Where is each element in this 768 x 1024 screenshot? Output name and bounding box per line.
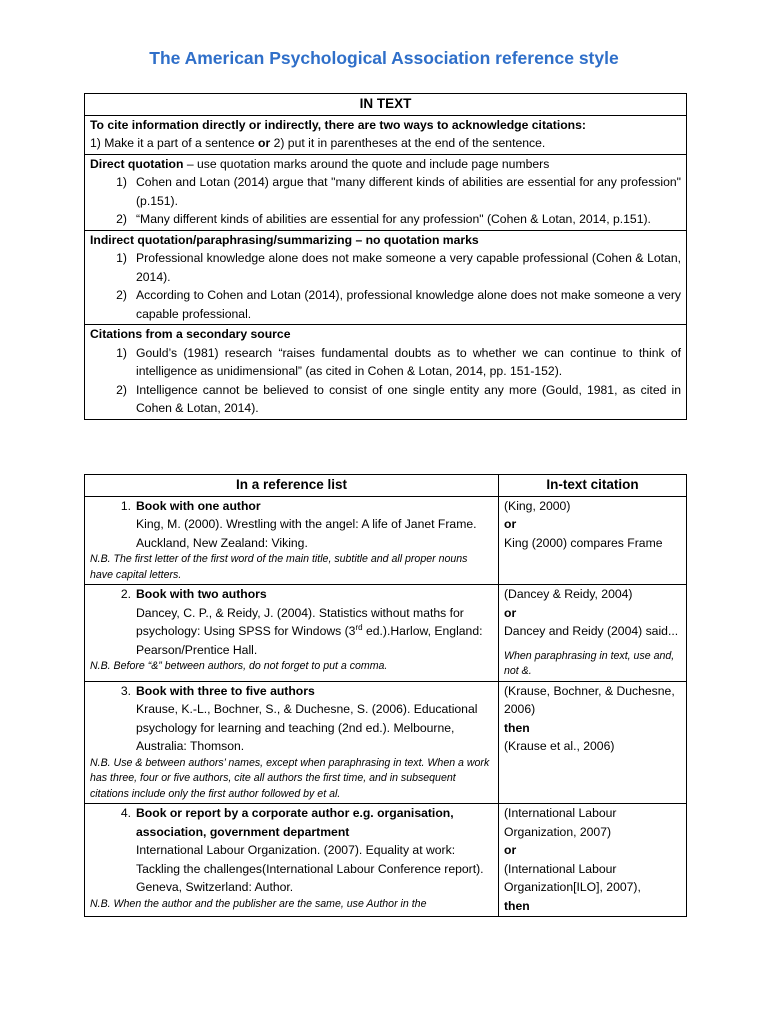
nb-note: N.B. Use & between authors’ names, except when paraphrasing in text. When a work has three, four or five authors, cite all authors the first time, and in subsequent citations include only the first author followed by et al. [90,756,490,800]
direct-heading-line [90,155,681,174]
indirect-item-1: Professional knowledge alone does not make someone a very capable professional (Cohen & Lotan, 2014). [136,251,681,284]
secondary-row [85,325,687,420]
document-title: The American Psychological Association reference style [149,48,619,68]
nb-note: N.B. Before “&” between authors, do not forget to put a comma. [90,660,388,672]
citation-cell [499,681,687,804]
entry-number: 4. [120,806,131,820]
entry-heading: Book with one author [136,498,261,513]
reference-header-row [85,475,687,497]
entry-heading: Book with two authors [136,587,267,601]
reference-cell [85,804,499,917]
citation-parenthetical: (International Labour Organization, 2007) [504,806,617,839]
table-row [85,496,687,585]
entry-number: 3. [120,683,131,698]
reference-text [136,604,493,660]
citation-abbreviated: (International Labour Organization[ILO], 2007), [504,861,641,894]
intro-heading: To cite information directly or indirectly, there are two ways to acknowledge citations: [90,117,586,132]
list-item: 1) Cohen and Lotan (2014) argue that "many different kinds of abilities are essential for any profession" (p.151). [90,173,681,210]
direct-heading-rest: – use quotation marks around the quote and include page numbers [183,156,550,171]
reference-text: Krause, K.-L., Bochner, S., & Duchesne, S. (2006). Educational psychology for learning and teaching (2nd ed.). Melbourne, Australia: Thomson. [136,702,478,753]
secondary-list [90,344,681,418]
ordinal-superscript: rd [355,622,363,632]
citation-note: When paraphrasing in text, use and, not &. [504,649,675,677]
direct-list [90,173,681,229]
list-item: 2) According to Cohen and Lotan (2014), professional knowledge alone does not make someone a very capable professional. [90,286,681,323]
citation-connector: or [504,843,517,857]
secondary-cell [85,325,687,420]
entry-number: 2. [120,587,131,601]
citation-parenthetical: (Dancey & Reidy, 2004) [504,587,633,601]
list-item: 2) Intelligence cannot be believed to consist of one single entity any more (Gould, 1981, as cited in Cohen & Lotan, 2014). [90,381,681,418]
indirect-heading: Indirect quotation/paraphrasing/summarizing – no quotation marks [90,232,479,247]
secondary-item-1: Gould’s (1981) research “raises fundamental doubts as to whether we can continue to think of intelligence as unidimensional” (as cited in Cohen & Lotan, 2014, pp. 151-152). [136,345,681,378]
citation-connector: or [504,605,517,620]
secondary-heading: Citations from a secondary source [90,327,291,341]
in-text-table [84,93,687,420]
citation-connector: then [504,898,530,913]
intro-row [85,115,687,154]
citation-connector: then [504,720,530,735]
indirect-list [90,249,681,323]
table-row [85,585,687,682]
indirect-row [85,230,687,325]
reference-text-part: Dancey, C. P., & Reidy, J. (2004). Statistics without maths for psychology: Using SPSS for Windows (3 [136,605,464,638]
citation-parenthetical: (Krause, Bochner, & Duchesne, 2006) [504,683,675,716]
intro-way-one: 1) Make it a part of a sentence [90,136,259,150]
direct-row [85,154,687,230]
direct-item-2: “Many different kinds of abilities are essential for any profession" (Cohen & Lotan, 2014, p.151). [136,212,651,226]
entry-number: 1. [120,498,131,513]
intro-or: or [258,136,271,150]
entry-heading: Book with three to five authors [136,683,315,698]
direct-cell [85,154,687,230]
citation-connector: or [504,517,517,531]
entry-heading: Book or report by a corporate author e.g. organisation, association, government department [136,806,454,839]
citation-narrative: King (2000) compares Frame [504,535,663,550]
in-text-header: IN TEXT [85,94,687,116]
indirect-item-2: According to Cohen and Lotan (2014), professional knowledge alone does not make someone a very capable professional. [136,288,681,321]
table-row [85,681,687,804]
table-row [85,804,687,917]
secondary-item-2: Intelligence cannot be believed to consist of one single entity any more (Gould, 1981, as cited in Cohen & Lotan, 2014). [136,382,681,415]
citation-cell [499,804,687,917]
reference-text: International Labour Organization. (2007). Equality at work: Tackling the challenges(International Labour Conference report). Geneva, Switzerland: Author. [136,843,484,894]
in-text-citation-header: In-text citation [499,475,687,497]
direct-heading: Direct quotation [90,156,184,171]
citation-narrative: Dancey and Reidy (2004) said... [504,624,679,638]
intro-way-two: 2) put it in parentheses at the end of the sentence. [270,136,546,150]
list-item: 1) Gould’s (1981) research “raises fundamental doubts as to whether we can continue to think of intelligence as unidimensional” (as cited in Cohen & Lotan, 2014, pp. 151-152). [90,344,681,381]
reference-list-table [84,474,687,917]
indirect-cell [85,230,687,325]
reference-text-part: ed.).Harlow, England: Pearson/Prentice Hall. [136,624,483,657]
reference-text: King, M. (2000). Wrestling with the angel: A life of Janet Frame. Auckland, New Zealand: Viking. [136,517,477,550]
intro-cell [85,115,687,154]
nb-note: N.B. When the author and the publisher are the same, use Author in the [90,897,427,910]
nb-note: N.B. The first letter of the first word of the main title, subtitle and all proper nouns have capital letters. [90,553,468,581]
reference-list-header: In a reference list [85,475,499,497]
citation-cell [499,496,687,585]
direct-item-1: Cohen and Lotan (2014) argue that "many different kinds of abilities are essential for any profession" (p.151). [136,175,681,208]
intro-ways [90,134,681,153]
reference-cell [85,681,499,804]
citation-cell [499,585,687,682]
citation-subsequent: (Krause et al., 2006) [504,739,615,753]
list-item: 2) “Many different kinds of abilities are essential for any profession" (Cohen & Lotan, 2014, p.151). [90,210,681,229]
list-item: 1) Professional knowledge alone does not make someone a very capable professional (Cohen & Lotan, 2014). [90,249,681,286]
reference-cell [85,585,499,682]
reference-cell [85,496,499,585]
in-text-header-row [85,94,687,116]
citation-parenthetical: (King, 2000) [504,498,571,513]
